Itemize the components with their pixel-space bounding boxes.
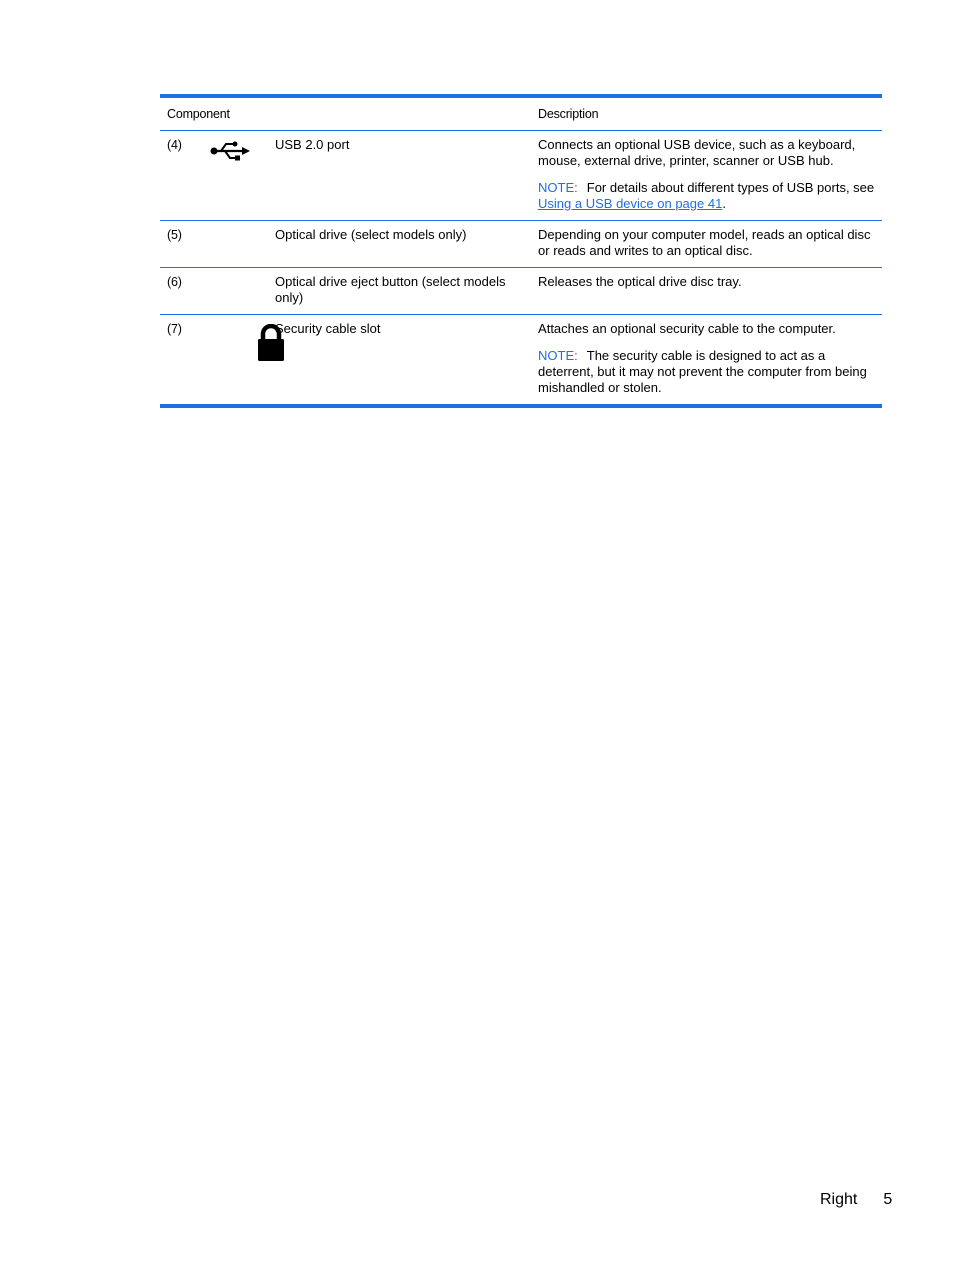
component-name: Optical drive (select models only): [275, 227, 467, 242]
table-row: [160, 315, 882, 407]
usb-device-link[interactable]: Using a USB device on page 41: [538, 196, 723, 211]
note-label: NOTE:: [538, 348, 578, 363]
component-description: Connects an optional USB device, such as a keyboard, mouse, external drive, printer, scanner or USB hub.: [538, 137, 856, 168]
component-name: Security cable slot: [275, 321, 381, 336]
row-number: (7): [167, 322, 182, 336]
note-text: The security cable is designed to act as a deterrent, but it may not prevent the computer from being mishandled or stolen.: [538, 348, 867, 395]
component-description: Releases the optical drive disc tray.: [538, 274, 742, 289]
components-table: [160, 94, 882, 408]
row-number: (4): [167, 138, 182, 152]
component-description: Depending on your computer model, reads an optical disc or reads and writes to an optical disc.: [538, 227, 871, 258]
page-number: 5: [883, 1191, 893, 1208]
row-number: (6): [167, 275, 182, 289]
note: [538, 180, 876, 212]
component-name: USB 2.0 port: [275, 137, 350, 152]
table-row: [160, 131, 882, 221]
row-number: (5): [167, 228, 182, 242]
table-header-row: [160, 96, 882, 131]
footer-section-title: Right: [820, 1191, 858, 1208]
page-footer: [820, 1190, 892, 1210]
note-text: For details about different types of USB ports, see: [586, 180, 875, 195]
lock-icon: [257, 324, 285, 362]
note-label: NOTE:: [538, 180, 578, 195]
note-suffix: .: [722, 196, 726, 211]
table-row: [160, 268, 882, 315]
header-description: Description: [538, 107, 599, 121]
note: [538, 348, 876, 396]
header-component: Component: [167, 107, 230, 121]
table-row: [160, 221, 882, 268]
component-description: Attaches an optional security cable to the computer.: [538, 321, 836, 336]
usb-icon: [210, 141, 250, 161]
component-name: Optical drive eject button (select models only): [275, 274, 506, 305]
page-content: [160, 94, 882, 408]
